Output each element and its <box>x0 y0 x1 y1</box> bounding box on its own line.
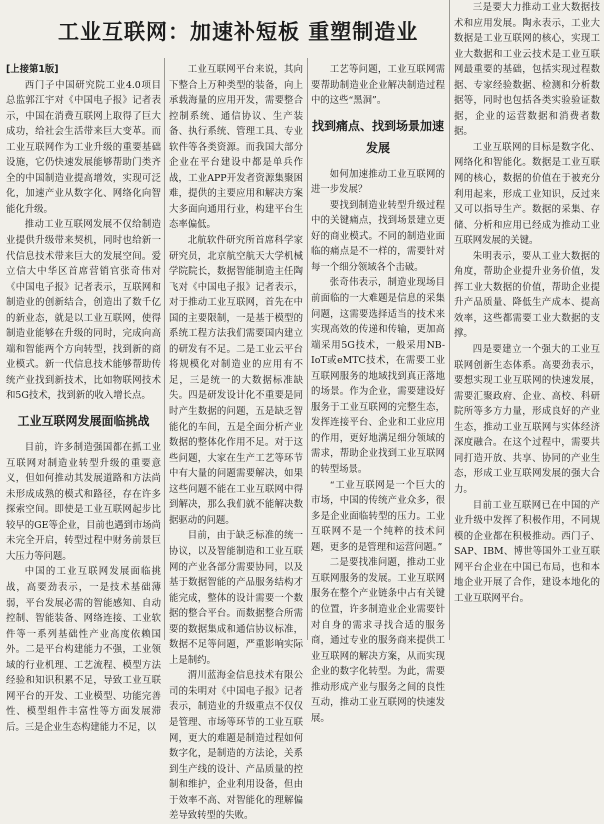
paragraph: 西门子中国研究院工业4.0项目总监郭江宇对《中国电子报》记者表示，中国在消费互联网上取得了巨大成功，给社会生活带来巨大变革。而工业互联网作为工业升级的重要基础设施，它仍快速发展能够帮助门类齐全的中国制造业提高增效，实现可泛化，加速产业从数字化、网络化向智能化升级。 <box>6 79 161 215</box>
section-heading: 工业互联网发展面临挑战 <box>17 414 150 429</box>
column-divider <box>164 58 165 640</box>
article-column-1 <box>6 62 161 733</box>
section-heading: 找到痛点、找到场景加速发展 <box>311 118 444 155</box>
paragraph: 二是要找准问题，推动工业互联网服务的发展。工业互联网服务在整个产业链条中占有关键的位置，许多制造业企业需要针对自身的需求寻找合适的服务商，通过专业的服务商来提供工业互联网的解决方案，从而实现企业的数字化转型。为此，需要推动形成产业与服务之间的良性互动，推动工业互联网的快速发展。 <box>311 557 445 724</box>
column-divider <box>307 58 308 640</box>
paragraph: 四是要建立一个强大的工业互联网创新生态体系。高要劲表示，要想实现工业互联网的快速发展，需要汇聚政府、企业、高校、科研院所等多方力量，形成良好的产业生态，推动工业互联网与实体经济深度融合。在这个过程中，需要共同打造开放、共享、协同的产业生态，形成工业互联网发展的强大合力。 <box>454 344 600 495</box>
paragraph: 三是要大力推动工业大数据技术和应用发展。陶永表示，工业大数据是工业互联网的核心，实现工业大数据和工业云技术是工业互联网最重要的基础，包括实现过程数据、专家经验数据、检测和分析数据等，同时也包括各类实验验证数据，企业的运营数据和消费者数据。 <box>454 2 600 138</box>
article-column-4 <box>454 0 600 640</box>
paragraph: 张奇伟表示，制造业现场目前面临的一大难题是信息的采集问题，这需要选择适当的技术来实现高效的传递和传输，更加高端采用5G技术，一般采用NB-IoT或eMTC技术，在需要工业互联网服务的地域找到真正落地的场景。作为企业，需要建设好服务于工业互联网的完整生态，发挥连接平台、企业和工业应用的作用，更好地满足细分领域的需求，帮助企业找到工业互联网的转型场景。 <box>311 277 445 476</box>
paragraph: 目前，由于缺乏标准的统一协议，以及智能制造和工业互联网的产业各部分需要协同，以及基于数据智能的产品服务结构才能完成，整体的设计需要一个数据的整合平台。而数据整合所需要的数据集成和通信协议标准，数据不足等问题，严重影响实际上是制约。 <box>169 530 303 666</box>
column-divider <box>449 0 450 640</box>
paragraph: 北航软件研究所首席科学家研究员，北京航空航天大学机械学院院长，数据智能制造主任陶飞对《中国电子报》记者表示，对于推动工业互联网，首先在中国的主要限制，一是基于模型的系统工程方法我们需要国内建立的研发有不足。二是工业云平台将规模化对制造业的应用有不足，三是统一的大数据标准缺失。四是研发设计化不重要是同时产生数据的问题，五是缺乏智能化的车间，五是全面分析产业数据的整体化作用不足。对于这些问题，大家在生产工艺等环节中有大量的问题需要解决，如果这些问题不能在工业互联网中得到解决，那么我们就不能解决数据驱动的问题。 <box>169 235 303 526</box>
paragraph: 如何加速推动工业互联网的进一步发展？ <box>311 168 445 196</box>
paragraph: 工业互联网平台来说，其向下整合上万种类型的装备，向上承载海量的应用开发，需要整合控制系统、通信协议、生产装备、执行系统、管理工具、专业软件等各类资源。而我国大部分企业在平台建设中都是单兵作战，工业APP开发者资源集聚困难，提供的主要应用和解决方案大多面向通用行业，构建平台生态率偏低。 <box>169 64 303 231</box>
paragraph: 朱明表示，要从工业大数据的角度，帮助企业提升业务价值，发挥工业大数据的价值，帮助企业提升产品质量、降低生产成本、提高效率，这些都需要工业大数据的支撑。 <box>454 250 600 340</box>
paragraph: 目前，许多制造强国都在抓工业互联网对制造业转型升级的重要意义，但如何推动其发展道路和方法尚未形成成熟的模式和路径，存在许多探索空间。即使是工业互联网起步比较早的GE等企业，目前也遇到市场尚未完全开启，转型过程中财务前景巨大压力等问题。 <box>6 442 161 562</box>
paragraph: 中国的工业互联网发展面临挑战，高要劲表示，一是技术基础薄弱，平台发展必需的智能感知、自动控制、智能装备、网络连接、工业软件等一系列基础性产业高度依赖国外。二是平台构建能力不强，工业领域的行业机理、工艺流程、模型方法经验和知识积累不足，导致工业互联网平台的开发、工业模型、功能完善性、模型组件丰富性等方面发展滞后。三是企业生态构建能力不足，以 <box>6 566 161 733</box>
paragraph: 工业互联网的目标是数字化、网络化和智能化。数据是工业互联网的核心，数据的价值在于被充分利用起来，形成工业知识，反过来又可以指导生产。数据的采集、存储、分析和应用已经成为推动工业互联网发展的关键。 <box>454 141 600 247</box>
paragraph: “工业互联网是一个巨大的市场，中国的传统产业众多，很多是企业面临转型的压力。工业互联网不是一个纯粹的技术问题，更多的是管理和运营问题。” <box>311 479 445 553</box>
article-column-2 <box>169 62 303 822</box>
paragraph: 要找到制造业转型升级过程中的关键痛点，找到场景建立更好的商业模式。不同的制造业面临的痛点是不一样的，需要针对每一个细分领域各个击破。 <box>311 199 445 273</box>
article-column-3 <box>311 62 445 724</box>
paragraph: 工艺等问题，工业互联网需要帮助制造业企业解决制造过程中的这些“黑洞”。 <box>311 64 445 107</box>
paragraph: 渭川蓝海金信息技术有限公司的朱明对《中国电子报》记者表示，制造业的升级重点不仅仅是管理、市场等环节的工业互联网，更大的难题是制造过程如何数字化，是制造的方法论，关系到生产线的设计、产品质量的控制和维护，企业利用设备，但由于效率不高、对智能化的理解偏差导致转型的失败。 <box>169 670 303 822</box>
source-tag: [上接第1版] <box>6 64 59 75</box>
headline: 工业互联网：加速补短板 重塑制造业 <box>58 20 419 44</box>
paragraph: 推动工业互联网发展不仅给制造业提供升级带来契机，同时也给新一代信息技术带来巨大的发展空间。爱立信大中华区首席营销官张奇伟对《中国电子报》记者表示，互联网和制造业的创新结合，创造出了数千亿的新业态，就是以工业互联网，使得制造业能够在升级的同时，完成向高端和智能两个方向转型，找到新的商业模式。新一代信息技术能够帮助传统产业找到新技术，比如物联网技术和5G技术，找到新的收入增长点。 <box>6 219 161 402</box>
paragraph: 目前工业互联网已在中国的产业升级中发挥了积极作用，不同规模的企业都在积极推动。西门子、SAP、IBM、博世等国外工业互联网平台企业在中国已布局，也和本地企业开展了合作，建设本地化的工业互联网平台。 <box>454 499 600 604</box>
